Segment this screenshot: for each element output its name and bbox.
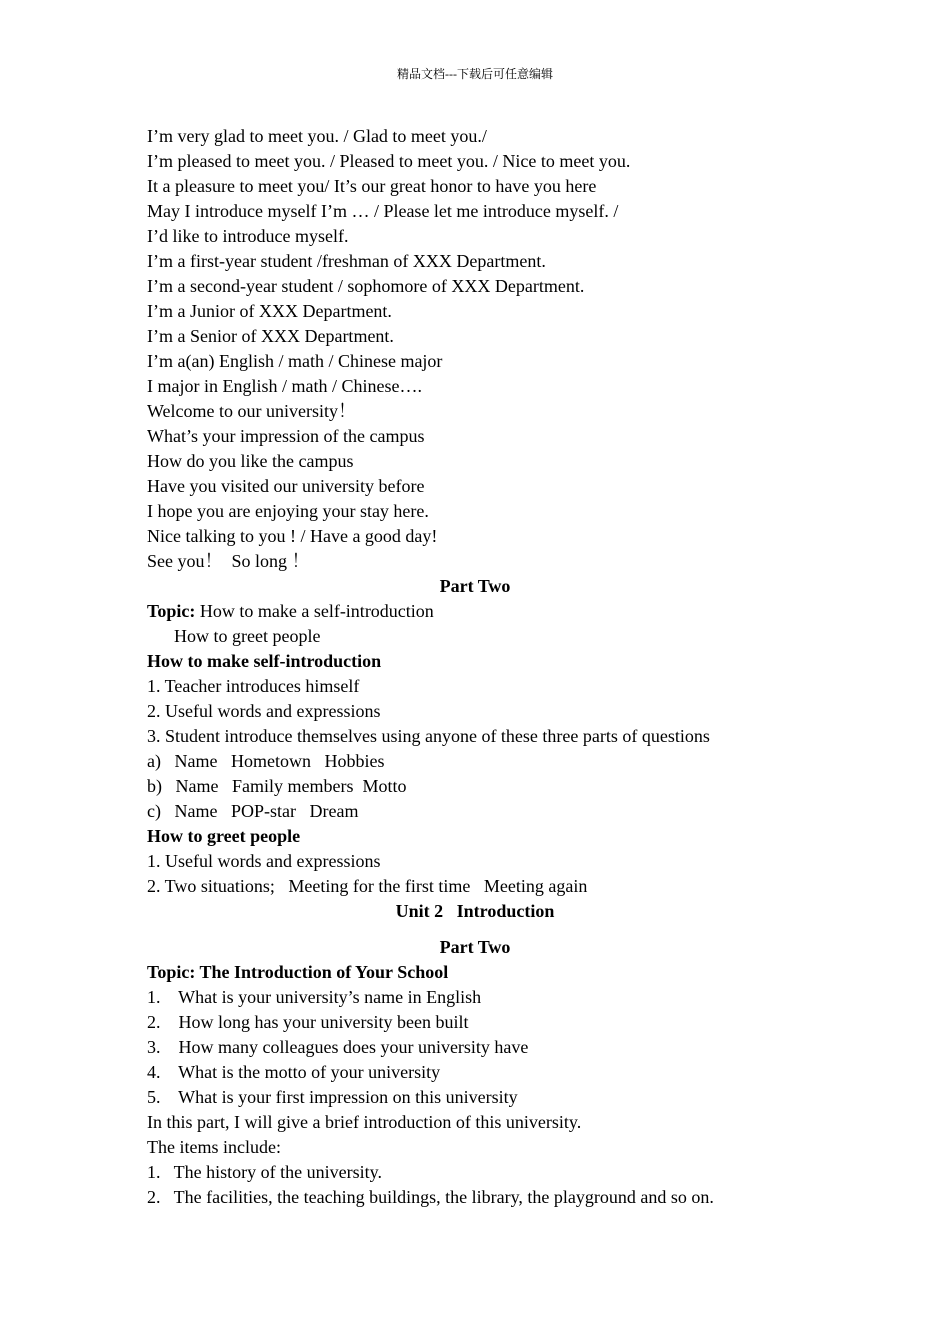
page-header: 精品文档---下载后可任意编辑 xyxy=(397,67,553,81)
question-item: 5. What is your first impression on this university xyxy=(147,1087,518,1107)
list-item: 1. Useful words and expressions xyxy=(147,851,381,871)
topic-heading: Topic: The Introduction of Your School xyxy=(147,962,449,982)
phrase-line: How do you like the campus xyxy=(147,451,354,471)
question-item: 4. What is the motto of your university xyxy=(147,1062,441,1082)
phrase-line: May I introduce myself I’m … / Please let me introduce myself. / xyxy=(147,201,619,221)
section-heading-part-two: Part Two xyxy=(439,937,511,957)
list-item: 1. Teacher introduces himself xyxy=(147,676,360,696)
paragraph-line: The items include: xyxy=(147,1137,281,1157)
unit-heading: Unit 2 Introduction xyxy=(395,901,555,921)
list-item: 2. Two situations; Meeting for the first time Meeting again xyxy=(147,876,588,896)
phrase-line: I’m a second-year student / sophomore of XXX Department. xyxy=(147,276,585,296)
phrase-line: I’m a Junior of XXX Department. xyxy=(147,301,392,321)
section-heading-part-two: Part Two xyxy=(439,576,511,596)
subheading-self-introduction: How to make self-introduction xyxy=(147,651,382,671)
question-item: 3. How many colleagues does your university have xyxy=(147,1037,529,1057)
subheading-greet-people: How to greet people xyxy=(147,826,301,846)
phrase-line: I hope you are enjoying your stay here. xyxy=(147,501,429,521)
phrase-line: It a pleasure to meet you/ It’s our great honor to have you here xyxy=(147,176,597,196)
phrase-line: I’m a first-year student /freshman of XXX Department. xyxy=(147,251,546,271)
phrase-line: See you！ So long ！ xyxy=(147,551,310,571)
topic-text: How to make a self-introduction xyxy=(195,601,434,621)
phrase-line: Have you visited our university before xyxy=(147,476,425,496)
list-item: c) Name POP-star Dream xyxy=(147,801,359,821)
list-item: b) Name Family members Motto xyxy=(147,776,407,796)
phrase-line: Welcome to our university！ xyxy=(147,401,357,421)
list-item: 2. Useful words and expressions xyxy=(147,701,381,721)
phrase-line: I’m a Senior of XXX Department. xyxy=(147,326,394,346)
topic-label: Topic: xyxy=(147,601,196,621)
document-body xyxy=(147,124,867,1210)
phrase-line: What’s your impression of the campus xyxy=(147,426,425,446)
phrase-line: I’d like to introduce myself. xyxy=(147,226,349,246)
list-item: 1. The history of the university. xyxy=(147,1162,382,1182)
spacer xyxy=(147,924,867,935)
greeting-phrases xyxy=(147,124,867,574)
question-item: 2. How long has your university been built xyxy=(147,1012,469,1032)
topic-line xyxy=(147,599,867,624)
phrase-line: I’m a(an) English / math / Chinese major xyxy=(147,351,443,371)
phrase-line: Nice talking to you ! / Have a good day! xyxy=(147,526,438,546)
paragraph-line: In this part, I will give a brief introduction of this university. xyxy=(147,1112,582,1132)
phrase-line: I’m pleased to meet you. / Pleased to meet you. / Nice to meet you. xyxy=(147,151,631,171)
list-item: 3. Student introduce themselves using anyone of these three parts of questions xyxy=(147,726,710,746)
question-item: 1. What is your university’s name in English xyxy=(147,987,482,1007)
phrase-line: I’m very glad to meet you. / Glad to meet you./ xyxy=(147,126,487,146)
list-item: 2. The facilities, the teaching buildings, the library, the playground and so on. xyxy=(147,1187,714,1207)
phrase-line: I major in English / math / Chinese…. xyxy=(147,376,422,396)
list-item: a) Name Hometown Hobbies xyxy=(147,751,385,771)
topic-line-2: How to greet people xyxy=(147,626,321,646)
